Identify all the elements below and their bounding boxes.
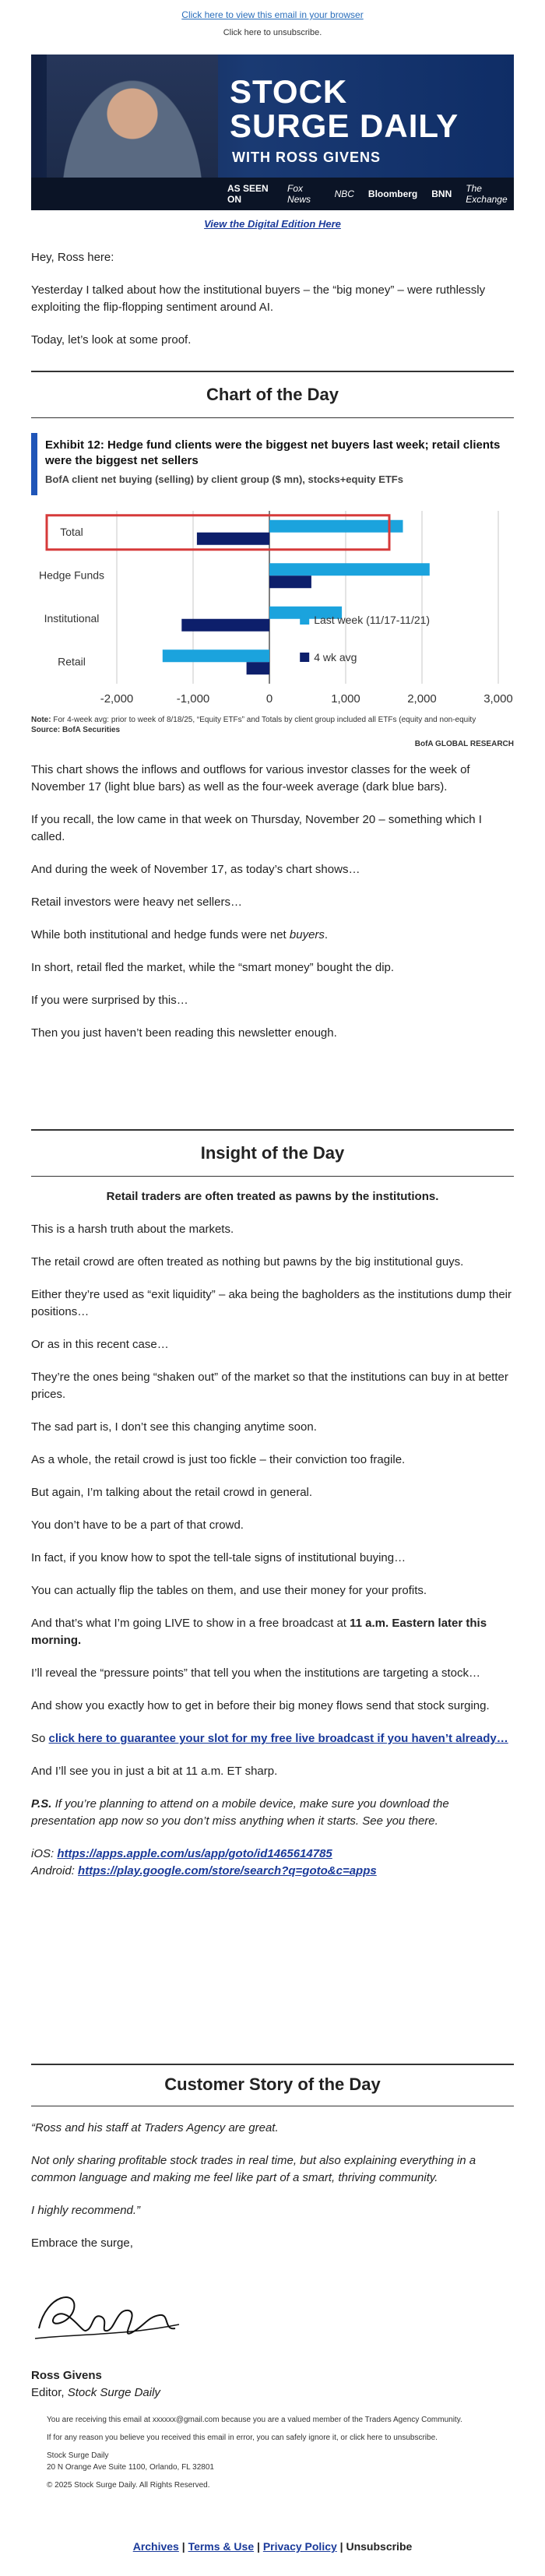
greeting: Hey, Ross here: [31,251,114,264]
testimonial-line: I highly recommend.” [31,2204,141,2217]
chart-commentary [31,762,514,1042]
body-paragraph: This chart shows the inflows and outflows for various investor classes for the week of November 17 (light blue bars) as well as the four-week average (dark blue bars). [31,763,470,794]
insight-body [31,1221,514,1880]
insight-subhead: Retail traders are often treated as pawns by the institutions. [106,1190,439,1203]
category-label: Institutional [44,611,100,625]
body-paragraph: You can actually flip the tables on them, and use their money for your profits. [31,1584,427,1597]
live-paragraph [31,1615,514,1649]
bar-total-series-0 [269,520,403,533]
exhibit-accent-bar [31,433,37,495]
customer-story [31,2120,514,2252]
body-paragraph: Or as in this recent case… [31,1338,169,1351]
outlet-logo: NBC [334,188,354,199]
banner-subtitle: WITH ROSS GIVENS [232,150,382,165]
author-role-pre: Editor, [31,2386,68,2399]
testimonial-line: Not only sharing profitable stock trades in real time, but also explaining everything in a common language and making me feel like part of a smart, thriving community. [31,2154,476,2184]
digital-edition-link[interactable]: View the Digital Edition Here [204,218,341,230]
terms-link[interactable]: Terms & Use [188,2540,255,2553]
exhibit-subtitle: BofA client net buying (selling) by client group ($ mn), stocks+equity ETFs [45,473,403,485]
body-paragraph: But again, I’m talking about the retail crowd in general. [31,1486,313,1499]
chart-note-label: Note: [31,716,51,724]
bar-retail-series-1 [247,662,269,674]
live-time: 11 a.m. Eastern later this morning. [31,1617,487,1647]
live-pre: And that’s what I’m going LIVE to show in a free broadcast at [31,1617,350,1630]
chart-section-heading: Chart of the Day [206,385,339,404]
body-paragraph: If you were surprised by this… [31,994,188,1007]
privacy-link[interactable]: Privacy Policy [262,2540,337,2553]
outlet-logo: BNN [431,188,452,199]
body-paragraph: And show you exactly how to get in before their big money flows send that stock surging. [31,1699,490,1712]
ios-line [31,1846,514,1863]
body-paragraph: Retail investors were heavy net sellers… [31,896,242,909]
ios-app-link[interactable]: https://apps.apple.com/us/app/goto/id1465614785 [57,1847,332,1860]
exhibit-header [31,433,514,495]
body-paragraph: This is a harsh truth about the markets. [31,1223,234,1236]
intro-paragraph: Today, let’s look at some proof. [31,333,192,347]
outlet-logo: The Exchange [466,183,508,205]
section-divider [31,2064,514,2065]
footer-line: 20 N Orange Ave Suite 1100, Orlando, FL 32801 [47,2463,214,2472]
footer-line: You are receiving this email at xxxxxx@gmail.com because you are a valued member of the Traders Agency Community. [47,2416,462,2424]
author-name: Ross Givens [31,2369,102,2382]
cta-pre: So [31,1732,49,1745]
testimonial-line: “Ross and his staff at Traders Agency are great. [31,2121,279,2134]
footer [47,2414,514,2491]
body-paragraph: They’re the ones being “shaken out” of the market so that the institutions can buy in at better prices. [31,1371,508,1401]
category-label: Retail [58,655,86,668]
x-tick-label: 3,000 [483,692,513,706]
outlet-logo: Bloomberg [367,188,418,199]
both-pre: While both institutional and hedge funds were net [31,928,290,941]
insight-section-heading: Insight of the Day [200,1143,345,1163]
body-paragraph: Then you just haven’t been reading this newsletter enough. [31,1026,337,1040]
body-paragraph: In short, retail fled the market, while the “smart money” bought the dip. [31,961,395,974]
net-buying-chart [31,505,514,710]
x-tick-label: 1,000 [331,692,360,706]
email-container [31,0,514,2553]
footer-links: Archives | Terms & Use | Privacy Policy | Unsubscribe [132,2540,413,2553]
legend-label: 4 wk avg [314,651,357,663]
category-label: Hedge Funds [38,568,105,582]
story-section-heading: Customer Story of the Day [164,2075,381,2094]
view-in-browser-link[interactable]: Click here to view this email in your browser [181,9,364,20]
unsubscribe-link[interactable]: Unsubscribe [346,2540,413,2553]
body-paragraph: And during the week of November 17, as today’s chart shows… [31,863,360,876]
intro [31,249,514,349]
section-divider [31,1176,514,1177]
category-label: Total [60,525,83,538]
banner-title [230,75,459,143]
as-seen-on-bar [31,178,514,210]
both-post: . [324,928,329,941]
bar-total-series-1 [197,533,269,545]
body-paragraph: The sad part is, I don’t see this changing anytime soon. [31,1420,317,1434]
section-divider [31,417,514,418]
author-role-publication: Stock Surge Daily [67,2386,160,2399]
signature [31,2286,187,2348]
view-in-browser [31,0,514,20]
ps-label: P.S. [31,1797,52,1811]
body-paragraph: As a whole, the retail crowd is just too fickle – their conviction too fragile. [31,1453,406,1466]
banner-title-line1: STOCK [230,73,348,110]
ps-text: If you’re planning to attend on a mobile device, make sure you download the presentation app now so you don’t miss anything when it starts. See you there. [31,1797,449,1828]
body-paragraph: If you recall, the low came in that week on Thursday, November 20 – something which I called. [31,813,482,843]
x-tick-label: -1,000 [176,692,210,706]
chart-note [31,715,514,726]
bar-institutional-series-1 [181,619,269,632]
exhibit-title: Exhibit 12: Hedge fund clients were the biggest net buyers last week; retail clients were the biggest net sellers [45,438,501,467]
legend-swatch [300,615,309,625]
x-tick-label: -2,000 [100,692,134,706]
broadcast-signup-link[interactable]: click here to guarantee your slot for my free live broadcast if you haven’t already… [48,1732,508,1745]
footer-line: © 2025 Stock Surge Daily. All Rights Reserved. [47,2481,210,2490]
both-em: buyers [289,928,325,941]
x-tick-label: 0 [265,692,273,706]
as-seen-on-label: AS SEEN ON [227,183,269,205]
bar-hedge-funds-series-1 [269,575,311,588]
banner-title-line2: SURGE DAILY [230,107,459,144]
legend-label: Last week (11/17-11/21) [314,614,431,626]
ios-label: iOS: [31,1847,58,1860]
author-role [31,2384,514,2402]
newsletter-banner [31,55,514,210]
author-block [31,2367,514,2402]
bofa-credit: BofA GLOBAL RESEARCH [414,740,514,748]
body-paragraph: The retail crowd are often treated as nothing but pawns by the big institutional guys. [31,1255,464,1269]
section-divider [31,1129,514,1131]
android-app-link[interactable]: https://play.google.com/store/search?q=goto&c=apps [78,1864,377,1877]
android-line [31,1863,514,1880]
archives-link[interactable]: Archives [132,2540,179,2553]
digital-edition [31,218,514,230]
cta-paragraph [31,1730,514,1747]
body-paragraph: And I’ll see you in just a bit at 11 a.m. ET sharp. [31,1765,278,1778]
body-paragraph: In fact, if you know how to spot the tell-tale signs of institutional buying… [31,1551,406,1564]
android-label: Android: [31,1864,79,1877]
chart-source: Source: BofA Securities [31,726,121,734]
footer-line: If for any reason you believe you received this email in error, you can safely ignore it, or click here to unsubscribe. [47,2433,438,2442]
unsubscribe-link-top[interactable]: Click here to unsubscribe. [223,28,322,37]
body-paragraph [31,927,514,944]
chart-notes [31,715,514,748]
body-paragraph: Either they’re used as “exit liquidity” – aka being the bagholders as the institutions dump their positions… [31,1288,512,1318]
signoff: Embrace the surge, [31,2236,133,2250]
body-paragraph: I’ll reveal the “pressure points” that tell you when the institutions are targeting a stock… [31,1666,480,1680]
ps-paragraph [31,1796,514,1830]
bar-hedge-funds-series-0 [269,563,430,575]
chart-note-text: For 4-week avg: prior to week of 8/18/25, “Equity ETFs” and Totals by client group included all ETFs (equity and non-equity [53,716,476,724]
x-tick-label: 2,000 [407,692,437,706]
section-divider [31,371,514,372]
outlet-logo: Fox News [287,183,311,205]
body-paragraph: You don’t have to be a part of that crowd. [31,1519,244,1532]
legend-swatch [300,653,309,662]
bar-retail-series-0 [163,649,269,662]
intro-paragraph: Yesterday I talked about how the institutional buyers – the “big money” – were ruthlessly exploiting the flip-flopping sentiment around AI. [31,283,486,314]
footer-line: Stock Surge Daily [47,2451,109,2460]
